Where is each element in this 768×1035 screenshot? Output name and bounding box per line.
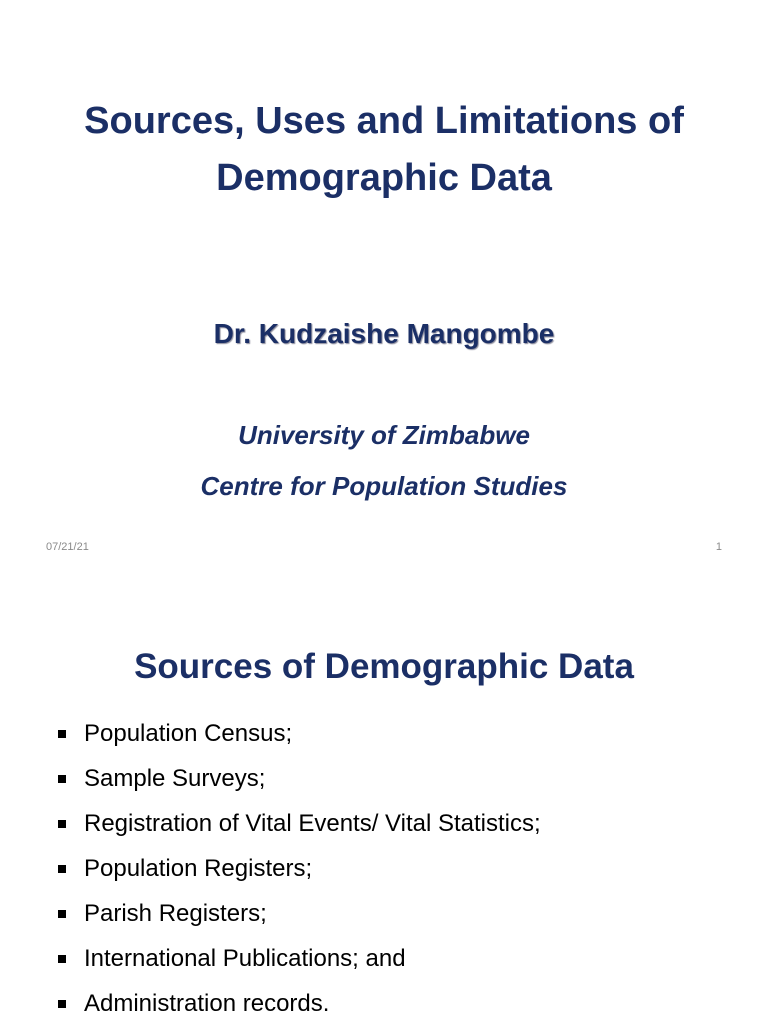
list-item: [58, 810, 541, 855]
affiliation-centre: Centre for Population Studies: [200, 471, 568, 501]
list-item: [58, 765, 541, 810]
bullet-list: [58, 720, 541, 1035]
page-number: 1: [715, 541, 722, 553]
affiliation-university: University of Zimbabwe: [238, 420, 530, 450]
list-item: [58, 990, 541, 1035]
square-bullet-icon: [58, 1000, 66, 1008]
bullet-text: International Publications; and: [84, 945, 406, 972]
square-bullet-icon: [58, 820, 66, 828]
square-bullet-icon: [58, 730, 66, 738]
bullet-text: Administration records.: [84, 990, 330, 1017]
slide-2: [0, 576, 768, 1024]
slide-title: [20, 93, 748, 207]
bullet-text: Registration of Vital Events/ Vital Statistics;: [84, 810, 541, 837]
bullet-text: Parish Registers;: [84, 900, 267, 927]
list-item: [58, 720, 541, 765]
square-bullet-icon: [58, 865, 66, 873]
bullet-text: Sample Surveys;: [84, 765, 266, 792]
author-name: Dr. Kudzaishe Mangombe: [213, 318, 555, 349]
title-line-1: Sources, Uses and Limitations of: [84, 100, 684, 142]
title-line-2: Demographic Data: [216, 157, 552, 199]
list-item: [58, 900, 541, 945]
square-bullet-icon: [58, 910, 66, 918]
list-item: [58, 945, 541, 990]
footer-date: 07/21/21: [46, 541, 89, 553]
square-bullet-icon: [58, 955, 66, 963]
bullet-text: Population Census;: [84, 720, 293, 747]
square-bullet-icon: [58, 775, 66, 783]
list-item: [58, 855, 541, 900]
bullet-text: Population Registers;: [84, 855, 313, 882]
slide-title: Sources of Demographic Data: [134, 647, 634, 686]
